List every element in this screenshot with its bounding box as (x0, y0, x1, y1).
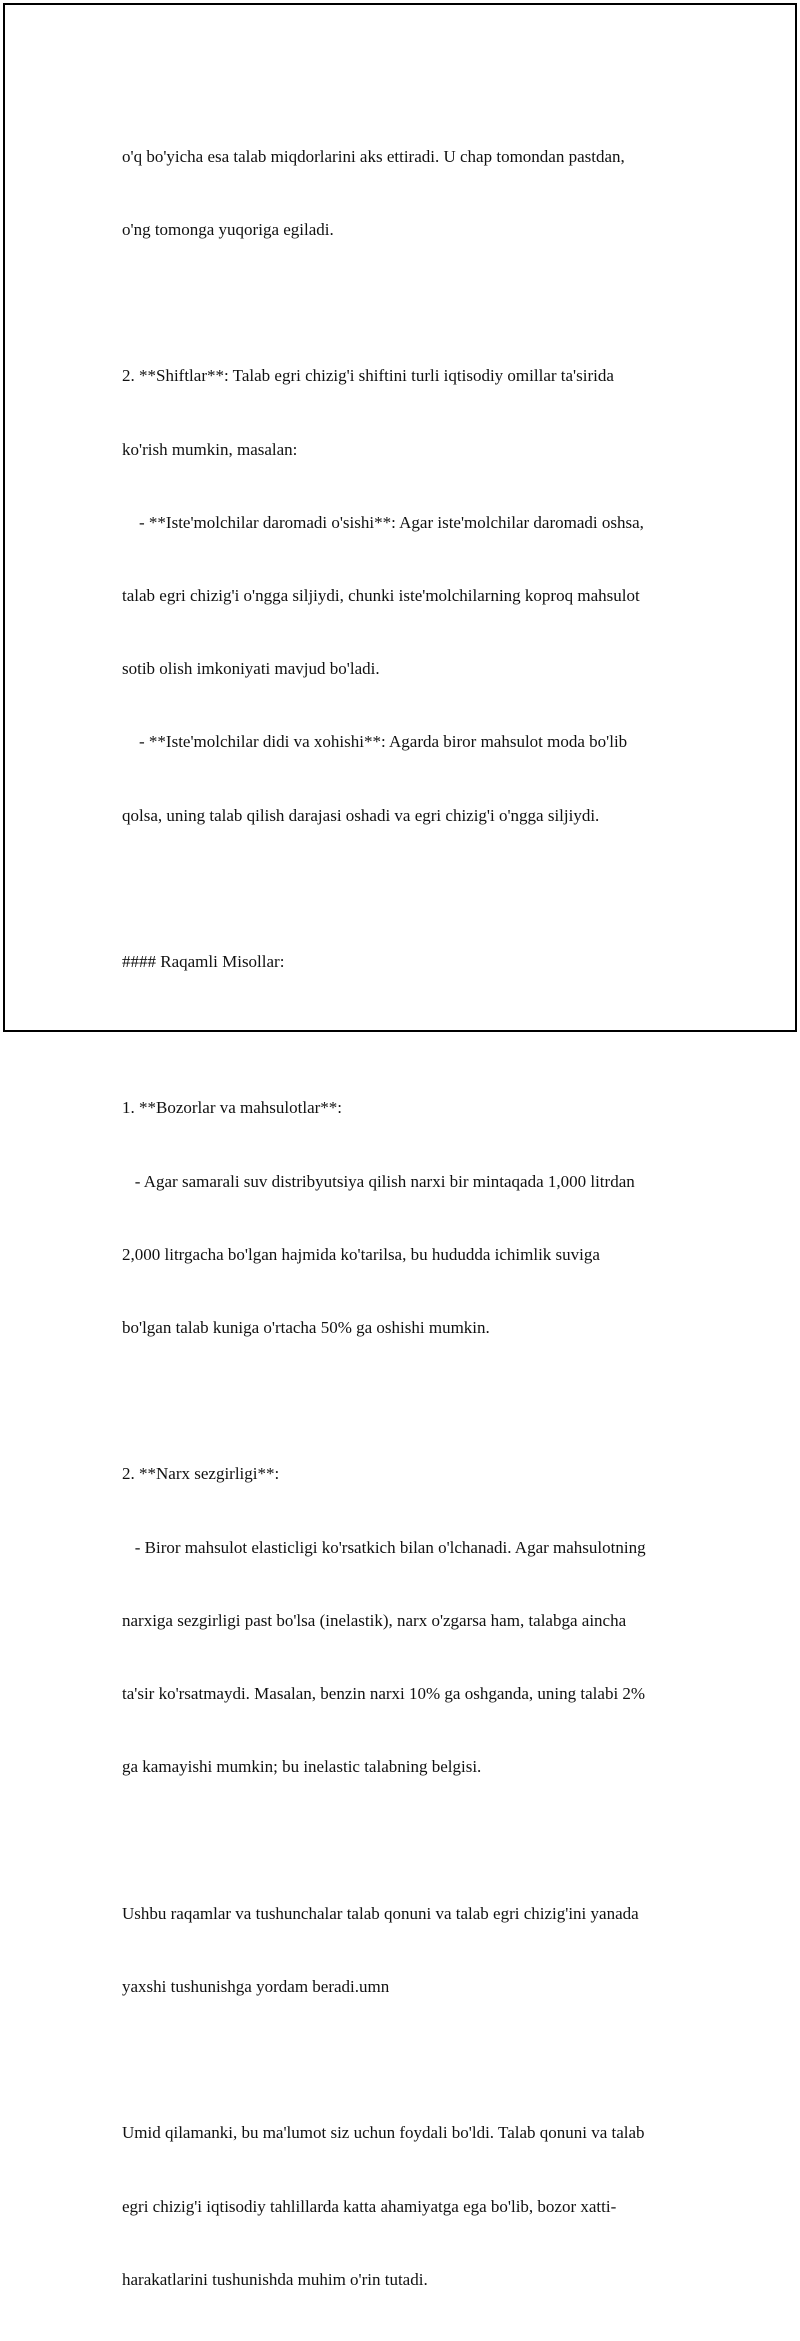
text-line: sotib olish imkoniyati mavjud bo'ladi. (122, 659, 380, 679)
blank-line (122, 877, 702, 901)
text-line: 2. **Narx sezgirligi**: (122, 1464, 280, 1484)
text-line: - Agar samarali suv distribyutsiya qilish narxi bir mintaqada 1,000 litrdan (122, 1171, 635, 1191)
document-body (122, 96, 702, 2341)
text-line: narxiga sezgirligi past bo'lsa (inelastik), narx o'zgarsa ham, talabga aincha (122, 1610, 627, 1630)
text-line: 2. **Shiftlar**: Talab egri chizig'i shiftini turli iqtisodiy omillar ta'sirida (122, 366, 614, 386)
text-line: 2,000 litrgacha bo'lgan hajmida ko'tarilsa, bu hududda ichimlik suviga (122, 1244, 600, 1264)
blank-line (122, 291, 702, 315)
text-line: 1. **Bozorlar va mahsulotlar**: (122, 1098, 343, 1118)
page-frame (3, 3, 797, 2289)
section-heading: #### Raqamli Misollar: (122, 952, 285, 972)
text-line: - **Iste'molchilar daromadi o'sishi**: Agar iste'molchilar daromadi oshsa, (122, 512, 644, 532)
text-line: ta'sir ko'rsatmaydi. Masalan, benzin narxi 10% ga oshganda, uning talabi 2% (122, 1684, 646, 1704)
text-line: o'q bo'yicha esa talab miqdorlarini aks ettiradi. U chap tomondan pastdan, (122, 146, 625, 166)
text-line: ko'rish mumkin, masalan: (122, 439, 298, 459)
blank-line (122, 1389, 702, 1413)
blank-line (122, 2048, 702, 2072)
text-line: - Biror mahsulot elasticligi ko'rsatkich bilan o'lchanadi. Agar mahsulotning (122, 1537, 646, 1557)
blank-line (122, 1023, 702, 1047)
text-line: bo'lgan talab kuniga o'rtacha 50% ga oshishi mumkin. (122, 1318, 490, 1338)
blank-line (122, 1828, 702, 1852)
text-line: qolsa, uning talab qilish darajasi oshadi va egri chizig'i o'ngga siljiydi. (122, 805, 600, 825)
text-line: ga kamayishi mumkin; bu inelastic talabning belgisi. (122, 1757, 482, 1777)
text-line: - **Iste'molchilar didi va xohishi**: Agarda biror mahsulot moda bo'lib (122, 732, 628, 752)
text-line: Umid qilamanki, bu ma'lumot siz uchun foydali bo'ldi. Talab qonuni va talab (122, 2123, 645, 2143)
text-line: egri chizig'i iqtisodiy tahlillarda katta ahamiyatga ega bo'lib, bozor xatti- (122, 2196, 617, 2216)
text-line: yaxshi tushunishga yordam beradi.umn (122, 1976, 390, 1996)
text-line: talab egri chizig'i o'ngga siljiydi, chunki iste'molchilarning koproq mahsulot (122, 586, 640, 606)
text-line: Ushbu raqamlar va tushunchalar talab qonuni va talab egri chizig'ini yanada (122, 1903, 639, 1923)
text-line: o'ng tomonga yuqoriga egiladi. (122, 220, 334, 240)
text-line: harakatlarini tushunishda muhim o'rin tutadi. (122, 2269, 428, 2289)
